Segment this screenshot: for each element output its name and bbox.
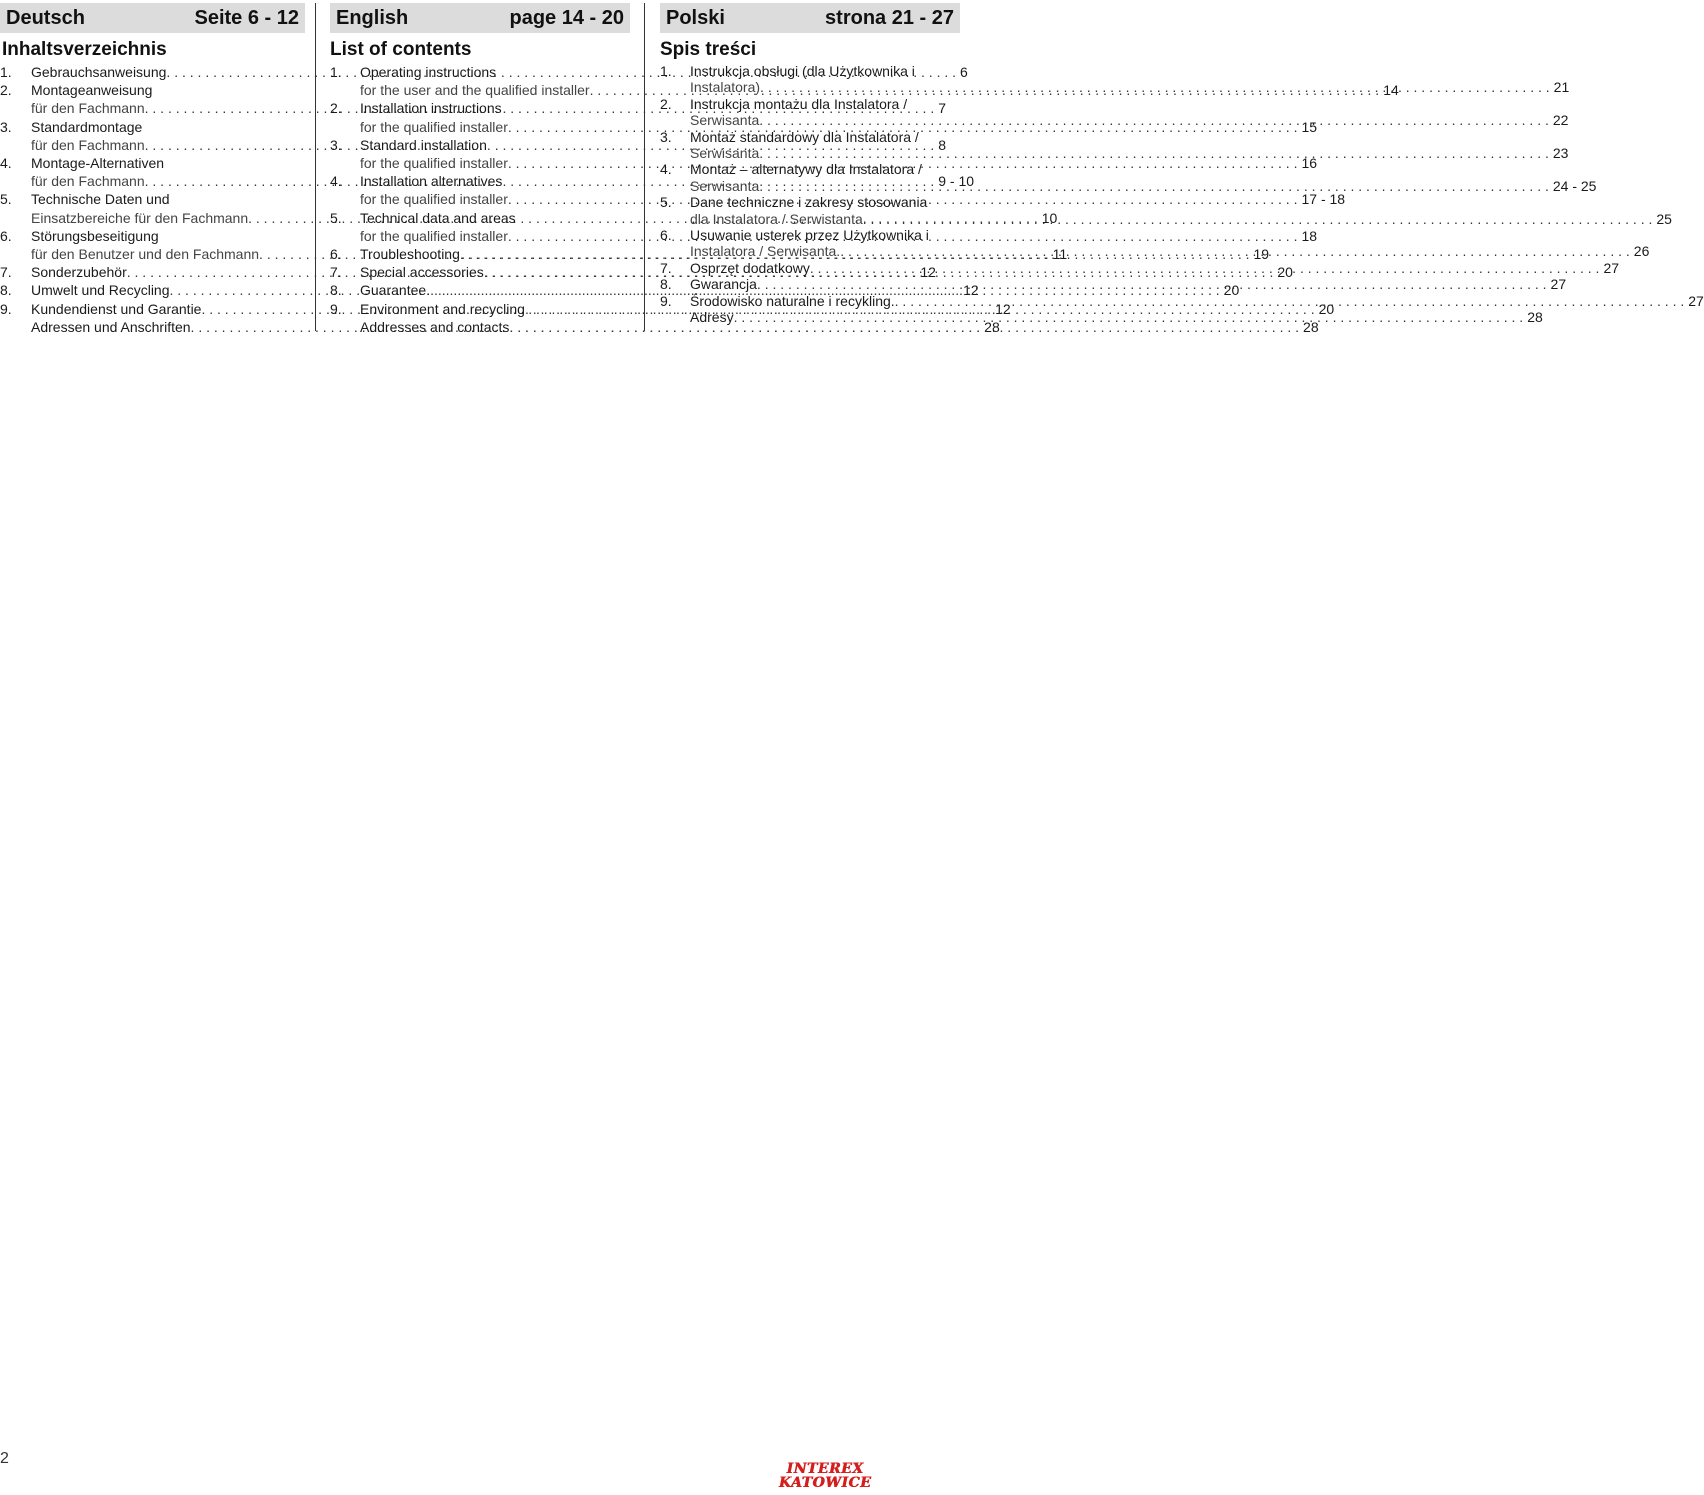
language-header xyxy=(0,3,305,33)
toc-entry-page: 28 xyxy=(1527,309,1543,326)
toc-entry-line xyxy=(690,145,1568,161)
toc-entry-page: 6 xyxy=(960,64,968,80)
toc-entry-line xyxy=(690,112,1568,128)
dot-leader xyxy=(840,243,1630,259)
dot-leader xyxy=(759,178,1549,194)
toc-entry-label: dla Instalatora / Serwistanta xyxy=(690,210,863,227)
toc-entry-number: 9. xyxy=(0,300,12,317)
toc-entry-page: 25 xyxy=(1656,210,1672,227)
toc-entry-number: 7. xyxy=(660,259,672,276)
toc-entry-label: for the qualified installer xyxy=(360,227,508,244)
toc-entry-number: 7. xyxy=(330,264,342,281)
toc-entry-page: 28 xyxy=(984,318,1000,335)
toc-entry-label: Dane techniczne i zakresy stosowania xyxy=(690,194,928,211)
toc-entry xyxy=(660,309,1543,326)
language-header xyxy=(660,3,960,33)
toc-entry-label: Operating instructions xyxy=(360,64,497,80)
toc-entry-number: 8. xyxy=(0,282,12,299)
toc-entry-page: 16 xyxy=(1301,155,1318,172)
toc-entry-page: 27 xyxy=(1550,276,1567,293)
toc-entry-page: 22 xyxy=(1552,112,1569,129)
toc-entry-line xyxy=(690,260,1619,276)
toc-entry-line xyxy=(690,194,1672,210)
toc-entry-line xyxy=(690,63,1569,79)
toc-entry-label: Instalatora) xyxy=(690,79,761,96)
toc-entry-label: Sonderzubehör xyxy=(31,264,127,281)
toc-entry-page: 23 xyxy=(1552,145,1569,162)
toc-entry-label: Montaż – alternatywy dla Instalatora / xyxy=(690,161,922,178)
dot-leader xyxy=(863,211,1653,227)
toc-entry-line xyxy=(690,129,1568,145)
toc-entry-label: Serwisanta xyxy=(690,112,760,129)
toc-entry-page: 20 xyxy=(1223,282,1240,299)
toc-entry-label: Kundendienst und Garantie xyxy=(31,300,202,317)
toc-entry-line xyxy=(690,293,1704,309)
interex-katowice-logo xyxy=(770,1462,880,1490)
toc-entry-page: 26 xyxy=(1633,243,1650,260)
toc-entry-number: 4. xyxy=(0,155,12,172)
toc-entry-line xyxy=(690,276,1566,292)
toc-entry-label: Troubleshooting xyxy=(360,246,460,263)
toc-entry-page: 14 xyxy=(1383,82,1399,99)
dot-leader xyxy=(810,260,1600,276)
toc-entry-number: 5. xyxy=(0,191,12,208)
toc-entry-number: 9. xyxy=(660,292,672,309)
toc-entry-page: 27 xyxy=(1603,259,1620,276)
toc-entry-label: Montageanweisung xyxy=(31,82,153,99)
toc-entry-label: Serwisanta xyxy=(690,145,760,162)
logo-line-2: KATOWICE xyxy=(778,1475,872,1491)
toc-entry-number xyxy=(330,318,360,336)
toc-entry-label: Instrukcja obsługi (dla Użytkownika i xyxy=(690,63,915,79)
toc-entry-page: 12 xyxy=(995,300,1011,317)
toc-entry-line xyxy=(690,309,1543,325)
toc-entry-page: 10 xyxy=(1041,209,1058,226)
toc-entry xyxy=(330,318,1319,336)
dot-leader xyxy=(759,145,1549,161)
toc-entry-number: 3. xyxy=(0,118,12,135)
toc-entry-number: 2. xyxy=(0,82,12,99)
toc-entry-line xyxy=(690,211,1672,227)
toc-entry-page: 18 xyxy=(1301,227,1318,244)
toc-entry-number: 6. xyxy=(330,246,342,263)
toc-entry-number: 3. xyxy=(330,136,342,153)
toc-entry-label: Usuwanie usterek przez Użytkownika i xyxy=(690,227,929,244)
toc-entry-label: Adresy xyxy=(690,309,734,326)
toc-entry-label: Środowisko naturalne i recykling. xyxy=(690,292,895,309)
toc-entry-number: 6. xyxy=(0,227,12,244)
toc-entry-page: 11 xyxy=(1052,246,1068,263)
toc-entry-label: Montage-Alternativen xyxy=(31,155,165,172)
toc-entry-page: 24 - 25 xyxy=(1552,177,1597,194)
toc-entry-label: Störungsbeseitigung xyxy=(31,227,159,244)
toc-entry-number: 1. xyxy=(0,64,12,80)
toc-entry-number: 1. xyxy=(330,64,342,80)
toc-entry-label: Standard installation xyxy=(360,136,487,153)
toc-entry-label: Instrukcja montażu dla Instalatora / xyxy=(690,95,908,112)
toc-entry-line xyxy=(690,178,1596,194)
column-divider xyxy=(644,3,645,331)
toc-entry-number: 6. xyxy=(660,227,672,244)
toc-entry-number: 1. xyxy=(660,63,672,79)
toc-entry-page: 12 xyxy=(963,282,979,299)
toc-entry-number: 5. xyxy=(330,209,342,226)
toc-entry-label: Technische Daten und xyxy=(31,191,170,208)
dot-leader xyxy=(734,309,1524,325)
toc-entry-label: Gebrauchsanweisung xyxy=(31,64,167,80)
toc-entry-number xyxy=(660,309,690,325)
language-name: English xyxy=(336,6,409,29)
page-range: Seite 6 - 12 xyxy=(194,6,299,29)
toc-entry-page: 8 xyxy=(938,136,947,153)
toc-entry-label: Osprzęt dodatkowy xyxy=(690,259,810,276)
toc-entry-label: Standardmontage xyxy=(31,118,143,135)
toc-entry xyxy=(660,128,1569,162)
toc-entry-label: Installation alternatives xyxy=(360,173,503,190)
toc-entry-label: für den Fachmann xyxy=(31,100,145,117)
toc-entry-line xyxy=(690,96,1568,112)
toc-entry-page: 12 xyxy=(920,264,936,281)
toc-title: Inhaltsverzeichnis xyxy=(2,39,167,60)
toc-entry-label: Environment and recycling xyxy=(360,300,525,317)
toc-entry-label: Special accessories xyxy=(360,264,484,281)
toc-title: List of contents xyxy=(330,39,472,60)
toc-entry-label: Guarantee. xyxy=(360,282,431,299)
toc-entry-page: 27 xyxy=(1688,292,1704,309)
toc-entry-line xyxy=(690,161,1596,177)
toc-entry-line xyxy=(690,243,1649,259)
toc-entry-label: für den Fachmann xyxy=(31,136,145,153)
toc-entry-page: 21 xyxy=(1553,79,1570,96)
toc-entry-number: 9. xyxy=(330,300,342,317)
toc-entry-label: Addresses and contacts xyxy=(360,318,510,335)
toc-entry-label: Installation instructions xyxy=(360,100,502,117)
logo-line-1: INTEREX xyxy=(786,1461,864,1477)
toc-entry-number: 4. xyxy=(660,161,672,178)
toc-entry-label: Gwarancja xyxy=(690,276,757,293)
toc-entry-line xyxy=(690,79,1569,95)
toc-entry-label: for the qualified installer xyxy=(360,155,508,172)
column-divider xyxy=(315,3,316,331)
dot-leader xyxy=(760,79,1550,95)
toc-entry-label: Serwisanta xyxy=(690,177,760,194)
toc-entry-label: für den Benutzer und den Fachmann xyxy=(31,246,260,263)
toc-entry-number: 3. xyxy=(660,128,672,145)
dot-leader xyxy=(759,112,1549,128)
toc-entry-label: for the qualified installer xyxy=(360,191,508,208)
toc-entry-label: Montaż standardowy dla Instalatora / xyxy=(690,128,919,145)
toc-entry-page: 15 xyxy=(1301,118,1318,135)
toc-entry-page: 17 - 18 xyxy=(1301,191,1346,208)
toc-entry-page: 20 xyxy=(1277,264,1293,281)
toc-entry-page: 20 xyxy=(1318,300,1335,317)
page-range: strona 21 - 27 xyxy=(825,6,954,29)
dot-leader xyxy=(895,293,1685,309)
toc-entry-label: for the qualified installer xyxy=(360,118,508,135)
toc-entry-number: 5. xyxy=(660,194,672,211)
toc-entry-number: 8. xyxy=(330,282,342,299)
toc-entry-label: für den Fachmann xyxy=(31,173,145,190)
toc-entry-label: Technical data and areas xyxy=(360,209,516,226)
toc-entry-label: Umwelt und Recycling xyxy=(31,282,170,299)
toc-entry-number: 8. xyxy=(660,276,672,293)
toc-entry-number: 2. xyxy=(330,100,342,117)
toc-entry-page: 9 - 10 xyxy=(938,173,975,190)
toc-entry-page: 19 xyxy=(1253,246,1270,263)
toc-entry-line xyxy=(690,227,1649,243)
toc-entry-label: for the user and the qualified installer xyxy=(360,82,590,99)
page-range: page 14 - 20 xyxy=(509,6,624,29)
toc-entry-label: Instalatora / Serwisanta. xyxy=(690,243,841,260)
toc-entry-label: Adressen und Anschriften xyxy=(31,318,191,335)
toc-entry-page: 7 xyxy=(938,100,947,117)
language-name: Polski xyxy=(666,6,725,29)
language-name: Deutsch xyxy=(6,6,85,29)
toc-entry-number xyxy=(0,318,31,336)
toc-entry-page: 28 xyxy=(1303,318,1319,335)
toc-entry-label: Einsatzbereiche für den Fachmann xyxy=(31,209,249,226)
toc-entry-number: 7. xyxy=(0,264,12,281)
toc-entry-number: 2. xyxy=(660,95,672,112)
page-number: 2 xyxy=(0,1450,9,1467)
language-header xyxy=(330,3,630,33)
dot-leader xyxy=(757,276,1547,292)
toc-entry-number: 4. xyxy=(330,173,342,190)
toc-title: Spis treści xyxy=(660,39,757,60)
